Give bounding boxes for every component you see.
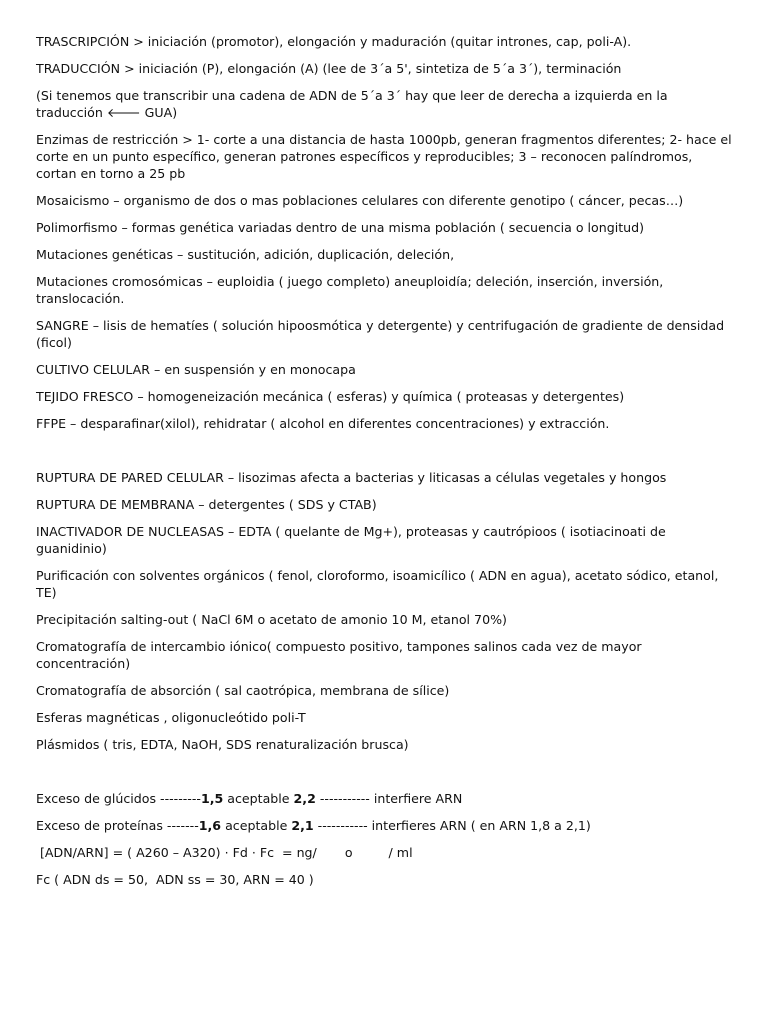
- text-line: Cromatografía de absorción ( sal caotrópica, membrana de sílice): [36, 683, 450, 698]
- text-line: Mutaciones cromosómicas – euploidia ( juego completo) aneuploidía; deleción, inserción, inversión, translocación.: [36, 274, 664, 306]
- text-line: TRADUCCIÓN > iniciación (P), elongación (A) (lee de 3´a 5', sintetiza de 5´a 3´), terminación: [36, 61, 622, 76]
- text-line: INACTIVADOR DE NUCLEASAS – EDTA ( quelante de Mg+), proteasas y cautrópioos ( isotiacinoati de guanidinio): [36, 524, 666, 556]
- text-line: (Si tenemos que transcribir una cadena de ADN de 5´a 3´ hay que leer de derecha a izquierda en la traducción 🡐 GUA): [36, 88, 668, 120]
- text-line: Mutaciones genéticas – sustitución, adición, duplicación, deleción,: [36, 247, 455, 262]
- text-line: Purificación con solventes orgánicos ( fenol, cloroformo, isoamicílico ( ADN en agua), acetato sódico, etanol, TE): [36, 568, 719, 600]
- text-line: SANGRE – lisis de hematíes ( solución hipoosmótica y detergente) y centrifugación de gradiente de densidad (ficol): [36, 318, 725, 350]
- text-line: RUPTURA DE PARED CELULAR – lisozimas afecta a bacterias y liticasas a células vegetales y hongos: [36, 470, 667, 485]
- proteinas-high-value: 2,1: [291, 818, 314, 833]
- blank-line: [36, 763, 736, 790]
- glucidos-low-value: 1,5: [200, 791, 224, 806]
- fc-values-line: Fc ( ADN ds = 50, ADN ss = 30, ARN = 40 ): [36, 872, 314, 887]
- glucidos-high-value: 2,2: [293, 791, 316, 806]
- text-line: FFPE – desparafinar(xilol), rehidratar ( alcohol en diferentes concentraciones) y extracción.: [36, 416, 610, 431]
- acceptable-label: aceptable: [221, 818, 292, 833]
- text-line: TRASCRIPCIÓN > iniciación (promotor), elongación y maduración (quitar intrones, cap, poli-A).: [36, 34, 632, 49]
- section-purity-notes: [36, 790, 736, 888]
- glucidos-ratio-line: [36, 790, 736, 807]
- proteinas-tail: ----------- interfieres ARN ( en ARN 1,8 a 2,1): [313, 818, 591, 833]
- document-page: [36, 33, 736, 898]
- text-line: CULTIVO CELULAR – en suspensión y en monocapa: [36, 362, 356, 377]
- text-line: Polimorfismo – formas genética variadas dentro de una misma población ( secuencia o longitud): [36, 220, 645, 235]
- glucidos-label: Exceso de glúcidos ---------: [36, 791, 201, 806]
- text-line: Mosaicismo – organismo de dos o mas poblaciones celulares con diferente genotipo ( cáncer, pecas…): [36, 193, 684, 208]
- text-line: Enzimas de restricción > 1- corte a una distancia de hasta 1000pb, generan fragmentos diferentes; 2- hace el corte en un punto específico, generan patrones específicos y reproducibles; 3 – reconocen palíndromos, cortan en torno a 25 pb: [36, 132, 732, 181]
- proteinas-low-value: 1,6: [198, 818, 222, 833]
- concentration-formula: [ADN/ARN] = ( A260 – A320) · Fd · Fc = ng/ o / ml: [36, 845, 413, 860]
- section-extraction-notes: [36, 469, 736, 753]
- text-line: TEJIDO FRESCO – homogeneización mecánica ( esferas) y química ( proteasas y detergentes): [36, 389, 625, 404]
- text-line: Precipitación salting-out ( NaCl 6M o acetato de amonio 10 M, etanol 70%): [36, 612, 507, 627]
- text-line: Plásmidos ( tris, EDTA, NaOH, SDS renaturalización brusca): [36, 737, 409, 752]
- blank-line: [36, 442, 736, 469]
- section-transcription-notes: [36, 33, 736, 432]
- text-line: Esferas magnéticas , oligonucleótido poli-T: [36, 710, 306, 725]
- acceptable-label: aceptable: [223, 791, 294, 806]
- proteinas-ratio-line: [36, 817, 736, 834]
- text-line: RUPTURA DE MEMBRANA – detergentes ( SDS y CTAB): [36, 497, 377, 512]
- text-line: Cromatografía de intercambio iónico( compuesto positivo, tampones salinos cada vez de mayor concentración): [36, 639, 642, 671]
- proteinas-label: Exceso de proteínas -------: [36, 818, 199, 833]
- glucidos-tail: ----------- interfiere ARN: [315, 791, 463, 806]
